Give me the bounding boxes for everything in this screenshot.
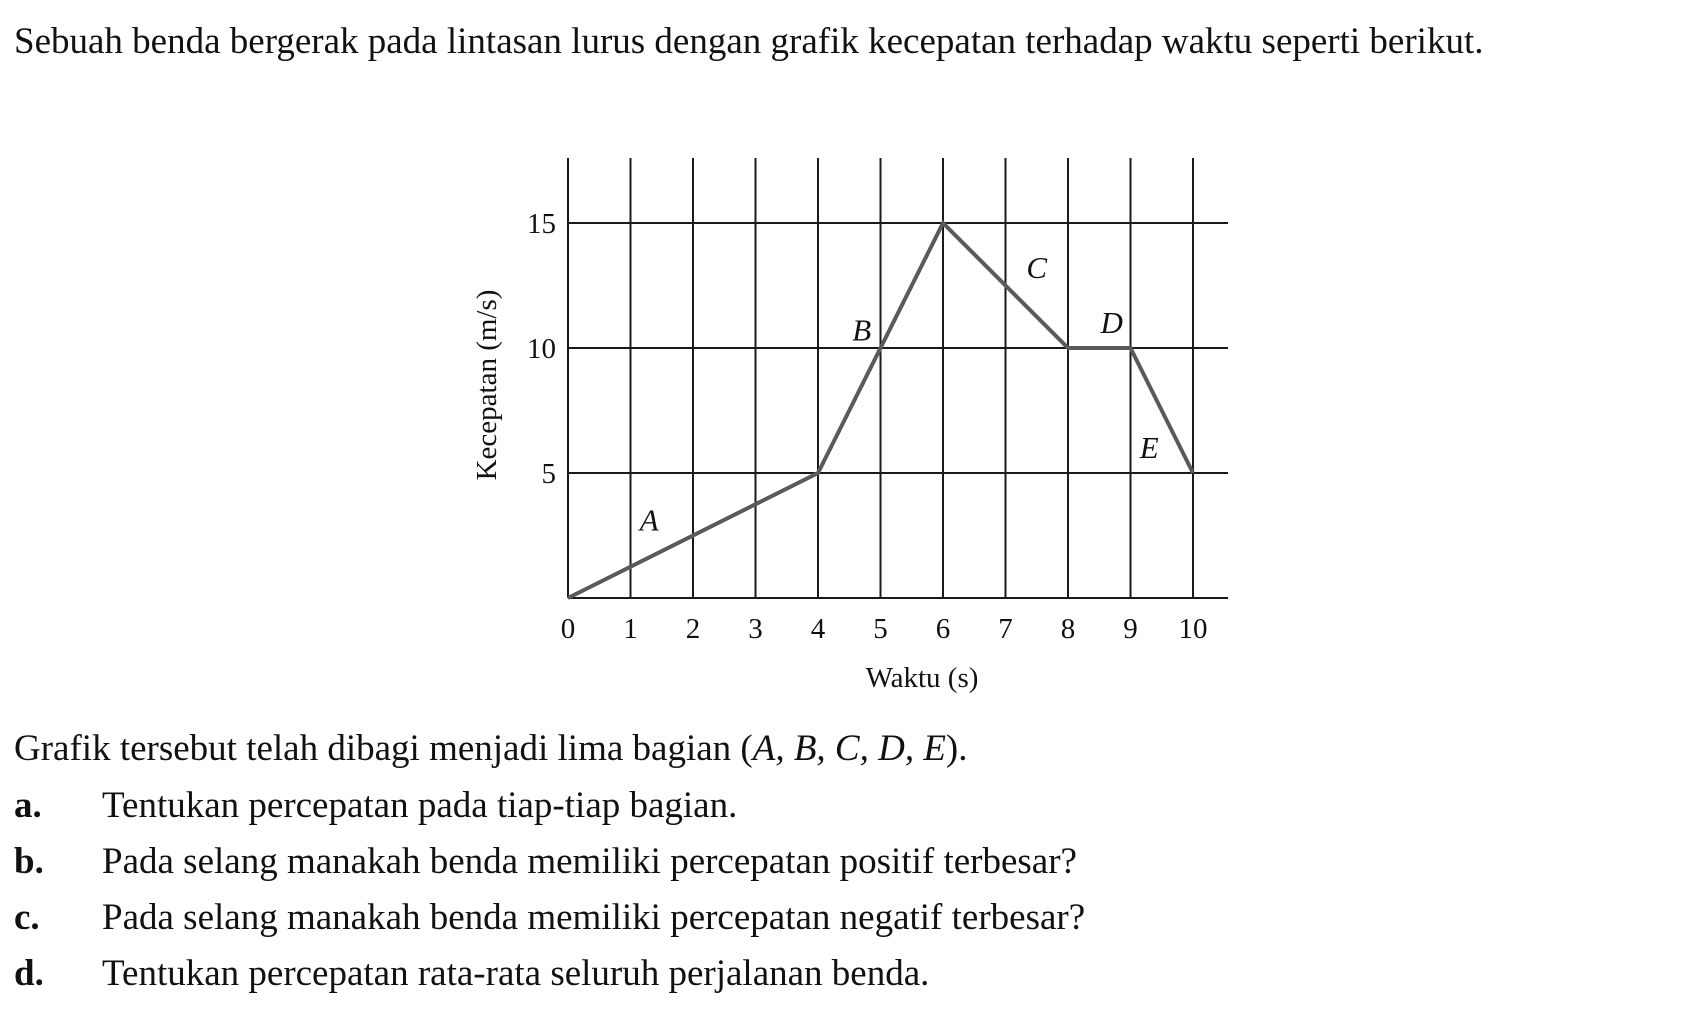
- x-tick-label: 5: [873, 613, 888, 645]
- x-tick-label: 1: [623, 613, 638, 645]
- y-tick-label: 10: [527, 333, 556, 365]
- summary-suffix: ).: [945, 728, 968, 769]
- x-tick-label: 7: [998, 613, 1013, 645]
- question-c: [14, 890, 1684, 946]
- x-tick-labels: [561, 613, 1208, 645]
- segment-label-b: B: [852, 312, 872, 348]
- segment-label-e: E: [1139, 430, 1159, 465]
- y-tick-label: 5: [541, 458, 556, 490]
- segment-label-c: C: [1026, 250, 1048, 285]
- question-text: Tentukan percepatan pada tiap-tiap bagian.: [102, 785, 738, 826]
- segments-summary: [14, 725, 968, 773]
- y-tick-label: 15: [527, 208, 556, 240]
- y-axis-label: Kecepatan (m/s): [471, 289, 503, 481]
- x-tick-label: 3: [748, 613, 763, 645]
- question-text: Tentukan percepatan rata-rata seluruh perjalanan benda.: [102, 953, 930, 994]
- y-tick-labels: [527, 208, 556, 490]
- segment-label-d: D: [1100, 305, 1123, 340]
- x-tick-label: 0: [560, 613, 576, 645]
- question-label: d.: [14, 953, 44, 994]
- question-a: [14, 778, 1684, 834]
- horizontal-gridlines: [568, 223, 1228, 598]
- question-label: a.: [14, 785, 42, 826]
- segment-labels: [638, 250, 1159, 538]
- question-text: Pada selang manakah benda memiliki percepatan negatif terbesar?: [102, 897, 1086, 938]
- x-axis-label: Waktu (s): [865, 662, 979, 694]
- summary-prefix: Grafik tersebut telah dibagi menjadi lima bagian (: [14, 728, 753, 769]
- summary-parts: A, B, C, D, E: [752, 728, 946, 769]
- x-tick-label: 10: [1178, 613, 1208, 645]
- x-tick-label: 6: [935, 613, 951, 645]
- question-label: c.: [14, 897, 40, 938]
- question-label: b.: [14, 841, 44, 882]
- problem-intro: Sebuah benda bergerak pada lintasan lurus dengan grafik kecepatan terhadap waktu seperti berikut.: [14, 21, 1484, 62]
- question-text: Pada selang manakah benda memiliki percepatan positif terbesar?: [102, 841, 1077, 882]
- segment-label-a: A: [639, 502, 659, 538]
- x-tick-label: 2: [685, 613, 701, 645]
- x-tick-label: 9: [1123, 613, 1138, 645]
- question-d: [14, 946, 1684, 1002]
- x-tick-label: 4: [810, 613, 826, 645]
- x-tick-label: 8: [1060, 613, 1076, 645]
- question-b: [14, 834, 1684, 890]
- question-list: [14, 778, 1684, 1002]
